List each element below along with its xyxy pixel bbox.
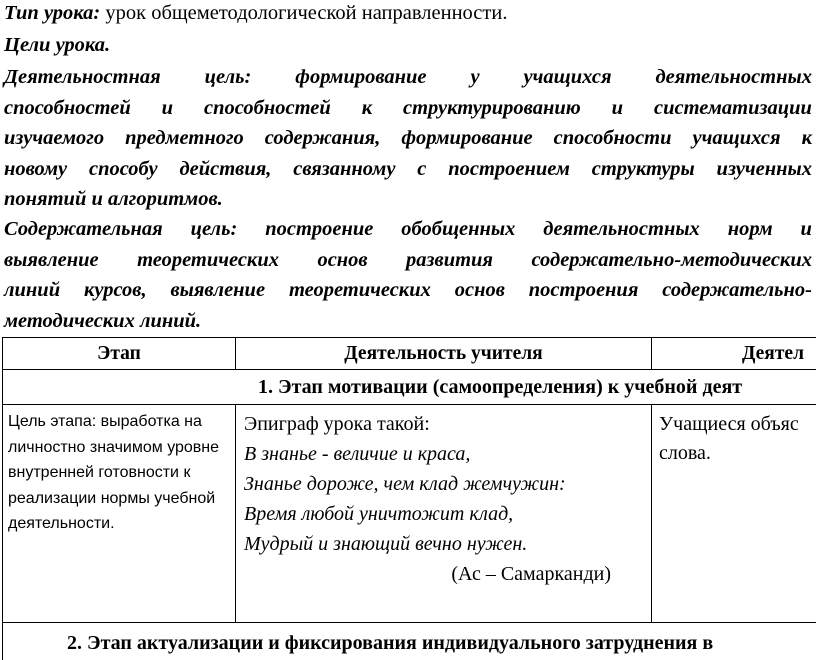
content_goal-word: развития	[406, 248, 493, 271]
content_goal-word: и	[800, 218, 812, 240]
content_goal-word: методических линий.	[4, 309, 202, 332]
epigraph-line: Знанье дороже, чем клад жемчужин:	[244, 473, 566, 495]
epigraph-intro: Эпиграф урока такой:	[244, 413, 430, 435]
header-teacher-activity: Деятельность учителя	[236, 338, 652, 370]
content_goal-word: выявление	[170, 279, 266, 301]
activity_goal-word: понятий и алгоритмов.	[4, 188, 223, 210]
content_goal-word: основ	[317, 248, 368, 271]
content_goal-word: построение	[265, 218, 374, 240]
content_goal-line	[4, 277, 812, 303]
activity_goal-word: изученных	[716, 157, 812, 180]
activity_goal-word: содержания,	[264, 127, 381, 149]
activity_goal-word: новому	[4, 157, 68, 180]
lesson-type-line	[4, 0, 816, 26]
content_goal-line	[4, 308, 816, 334]
goals-title: Цели урока.	[4, 34, 111, 56]
activity_goal-word: предметного	[125, 127, 244, 149]
content_goal-word: норм	[727, 218, 773, 240]
activity_goal-word: структурированию	[403, 96, 581, 119]
lesson-type-value: урок общеметодологической направленности.	[100, 2, 508, 24]
activity_goal-word: изучаемого	[4, 127, 105, 149]
stage1-content-row	[3, 405, 816, 623]
activity_goal-word: систематизации	[653, 96, 812, 119]
activity_goal-word: способностей	[4, 96, 131, 119]
activity_goal-word: к	[361, 96, 373, 119]
activity_goal-word: структуры	[591, 157, 695, 180]
activity_goal-line	[4, 156, 812, 182]
activity_goal-word: учащихся	[692, 127, 781, 149]
activity_goal-word: действия,	[179, 157, 272, 180]
activity_goal-line	[4, 186, 816, 212]
header-stage: Этап	[3, 338, 236, 370]
activity_goal-word: способности	[553, 127, 672, 149]
epigraph-line: В знанье - величие и краса,	[244, 443, 471, 465]
activity_goal-word: формирование	[295, 66, 427, 88]
lesson-table	[2, 337, 816, 660]
activity_goal-word: цель:	[204, 66, 252, 88]
content_goal-word: обобщенных	[401, 218, 516, 240]
stage1-goal: Цель этапа: выработка на личностно значимом уровне внутренней готовности к реализации нормы учебной деятельности.	[3, 405, 236, 623]
content_goal-line	[4, 216, 812, 242]
content_goal-line	[4, 247, 812, 273]
content_goal-word: выявление	[4, 248, 99, 271]
content_goal-word: построения	[528, 279, 639, 301]
activity_goal-word: с	[417, 157, 427, 180]
stage2-title-row	[3, 623, 816, 660]
content_goal-word: содержательно-методических	[531, 248, 812, 271]
content_goal-word: теоретических	[137, 248, 279, 271]
activity_goal-word: способу	[88, 157, 158, 180]
activity_goal-line	[4, 95, 812, 121]
epigraph-line: Время любой уничтожит клад,	[244, 503, 514, 525]
student-activity-text: Учащиеся объяс слова.	[652, 405, 816, 623]
activity_goal-word: построением	[448, 157, 570, 180]
activity_goal-line	[4, 64, 812, 90]
activity_goal-word: учащихся	[523, 66, 612, 88]
activity_goal-word: деятельностных	[655, 66, 812, 88]
epigraph-line: Мудрый и знающий вечно нужен.	[244, 533, 528, 555]
stage1-title: 1. Этап мотивации (самоопределения) к учебной деят	[3, 370, 816, 405]
activity_goal-word: Деятельностная	[4, 66, 161, 88]
activity_goal-word: способностей	[204, 96, 331, 119]
content_goal-word: основ	[454, 279, 505, 301]
content_goal-word: курсов,	[83, 279, 147, 301]
content_goal-word: деятельностных	[543, 218, 700, 240]
activity_goal-word: к	[801, 127, 812, 149]
table-header-row	[3, 338, 816, 370]
activity_goal-word: и	[611, 96, 624, 119]
activity_goal-word: связанному	[293, 157, 396, 180]
stage2-title: 2. Этап актуализации и фиксирования индивидуального затруднения в	[3, 623, 816, 660]
epigraph-author: (Ас – Самарканди)	[451, 563, 611, 585]
content_goal-word: Содержательная	[4, 218, 163, 240]
activity_goal-word: формирование	[401, 127, 533, 149]
activity_goal-word: и	[161, 96, 174, 119]
stage1-title-row	[3, 370, 816, 405]
content_goal-word: содержательно-	[662, 279, 812, 301]
activity_goal-line	[4, 125, 812, 151]
epigraph-cell	[236, 405, 652, 623]
lesson-type-label: Тип урока:	[4, 2, 101, 24]
content_goal-word: цель:	[190, 218, 238, 240]
content_goal-word: линий	[4, 279, 61, 301]
header-student-activity: Деятел	[652, 338, 816, 370]
activity_goal-word: у	[470, 66, 480, 88]
content_goal-word: теоретических	[288, 279, 431, 301]
